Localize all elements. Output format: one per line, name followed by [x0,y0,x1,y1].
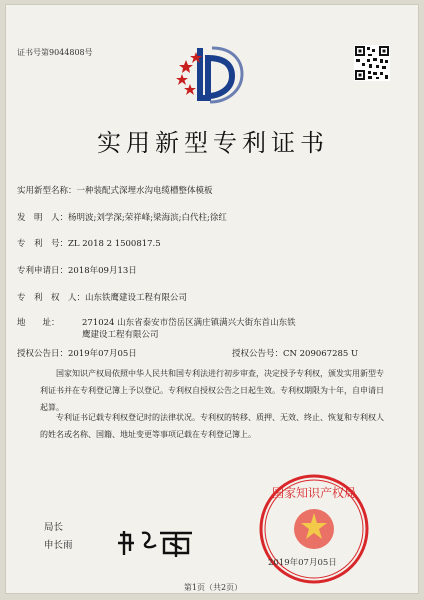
grant-announcement-date: 授权公告日：2019年07月05日 [17,349,137,359]
seal-text: 国家知识产权局 [271,486,357,500]
patent-office-emblem-icon [172,40,244,104]
director-title: 局长 [44,522,64,533]
qr-code-icon [354,45,390,81]
inventors: 发 明 人：杨明波;刘学深;荣祥峰;梁海滨;白代柱;徐红 [17,213,227,223]
patentee: 专 利 权 人：山东铁鹰建设工程有限公司 [17,293,188,303]
statement-paragraph-1: 国家知识产权局依照中华人民共和国专利法进行初步审查，决定授予专利权，颁发实用新型专利证书并在专利登记簿上予以登记。专利权自授权公告之日起生效。专利权期限为十年，自申请日起算。 [40,369,384,412]
issue-date: 2019年07月05日 [268,558,337,568]
director-signature-icon [116,525,196,559]
invention-name: 实用新型名称：一种装配式深埋水沟电缆槽整体模板 [17,186,213,196]
certificate-title: 实用新型专利证书 [97,129,329,157]
director-name: 申长雨 [44,540,73,551]
address-line-2: 鹰建设工程有限公司 [82,330,159,340]
statement-paragraph-2: 专利证书记载专利权登记时的法律状况。专利权的转移、质押、无效、终止、恢复和专利权人的姓名或名称、国籍、地址变更等事项记载在专利登记簿上。 [40,413,384,439]
grant-announcement-number: 授权公告号：CN 209067285 U [232,349,359,359]
application-date: 专利申请日：2018年09月13日 [17,266,137,276]
certificate-number: 证书号第9044808号 [17,48,93,57]
certificate-page [5,4,419,594]
page-indicator: 第1页（共2页） [183,583,243,592]
patent-number: 专 利 号：ZL 2018 2 1500817.5 [17,239,161,249]
address-label: 地 址： [17,318,60,328]
official-seal-icon [258,473,370,585]
address-line-1: 271024 山东省泰安市岱岳区满庄镇满兴大街东首山东铁 [82,318,296,328]
